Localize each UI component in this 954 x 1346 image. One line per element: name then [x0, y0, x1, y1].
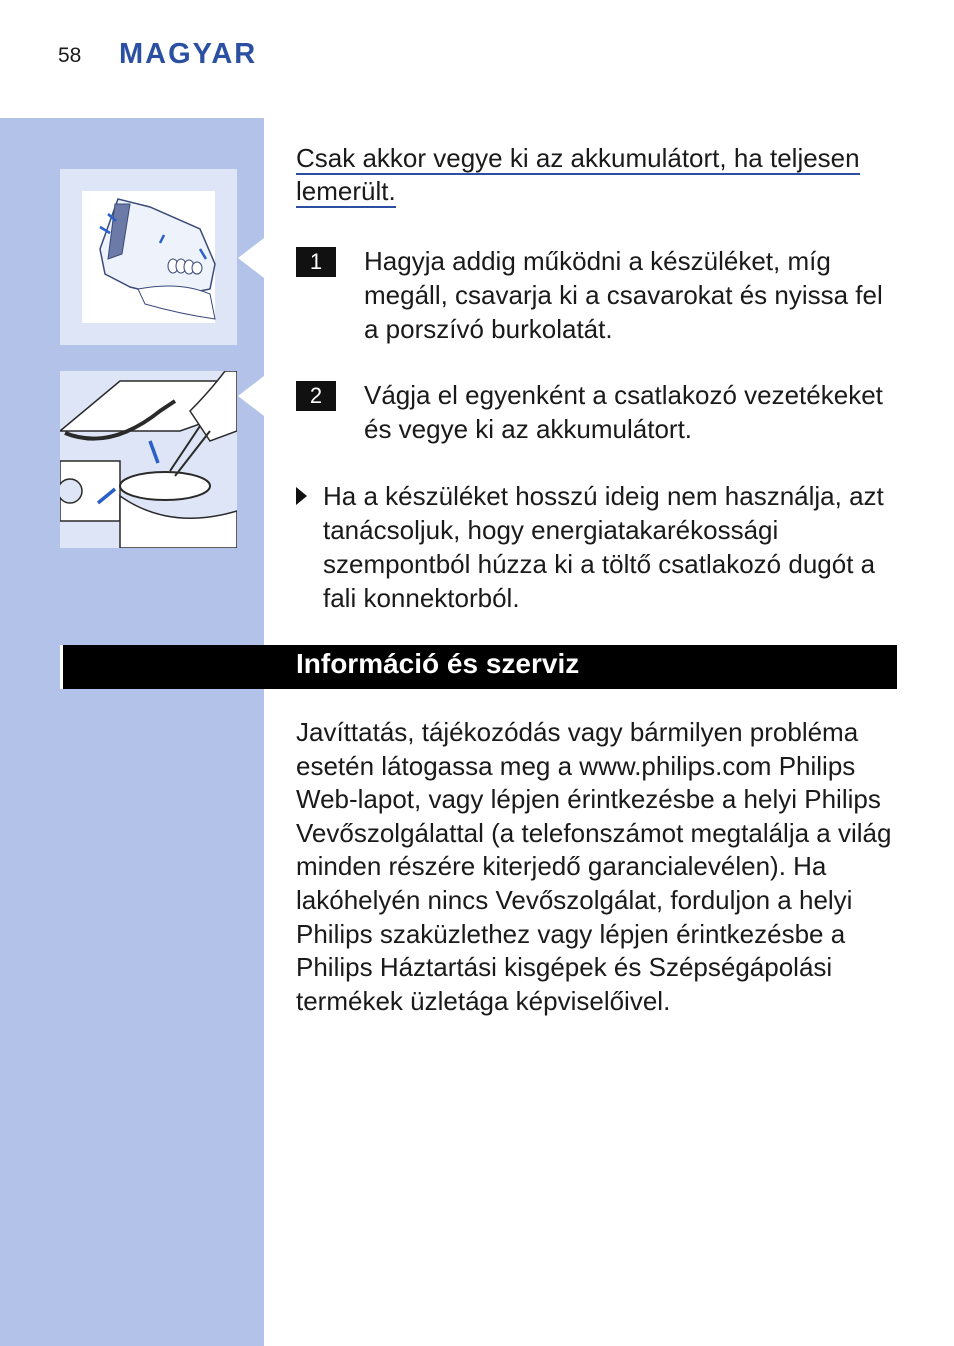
tip-bullet — [296, 479, 906, 615]
step-number-badge: 1 — [296, 247, 336, 277]
callout-pointer — [238, 238, 264, 278]
step-item — [296, 244, 896, 346]
bullet-text: Ha a készüléket hosszú ideig nem használja, azt tanácsoljuk, hogy energiatakarékossági szempontból húzza ki a töltő csatlakozó dugót a fali konnektorból. — [323, 481, 884, 613]
service-paragraph: Javíttatás, tájékozódás vagy bármilyen probléma esetén látogassa meg a www.philips.com Philips Web-lapot, vagy lépjen érintkezésbe a helyi Philips Vevőszolgálattal (a telefonszámot megtalálja a világ minden részére kiterjedő garancialevélen). Ha lakóhelyén nincs Vevőszolgálat, forduljon a helyi Philips szaküzlethez vagy lépjen érintkezésbe a Philips Háztartási kisgépek és Szépségápolási termékek üzletága képviselőivel. — [296, 717, 892, 1016]
language-heading: MAGYAR — [119, 38, 258, 70]
step-number-badge: 2 — [296, 381, 336, 411]
section-title: Információ és szerviz — [296, 648, 580, 679]
illustration-open-housing — [60, 169, 237, 345]
illustration-cut-wires — [60, 371, 237, 548]
battery-note — [296, 142, 886, 208]
callout-pointer — [238, 376, 264, 416]
bullet-triangle-icon — [296, 487, 307, 505]
section-header-bar — [60, 645, 897, 689]
step-item — [296, 378, 896, 446]
note-text: Csak akkor vegye ki az akkumulátort, ha teljesen lemerült. — [296, 143, 860, 206]
step-text: Vágja el egyenként a csatlakozó vezetékeket és vegye ki az akkumulátort. — [364, 380, 883, 444]
page-number: 58 — [58, 44, 82, 67]
step-text: Hagyja addig működni a készüléket, míg megáll, csavarja ki a csavarokat és nyissa fel a porszívó burkolatát. — [364, 246, 883, 344]
